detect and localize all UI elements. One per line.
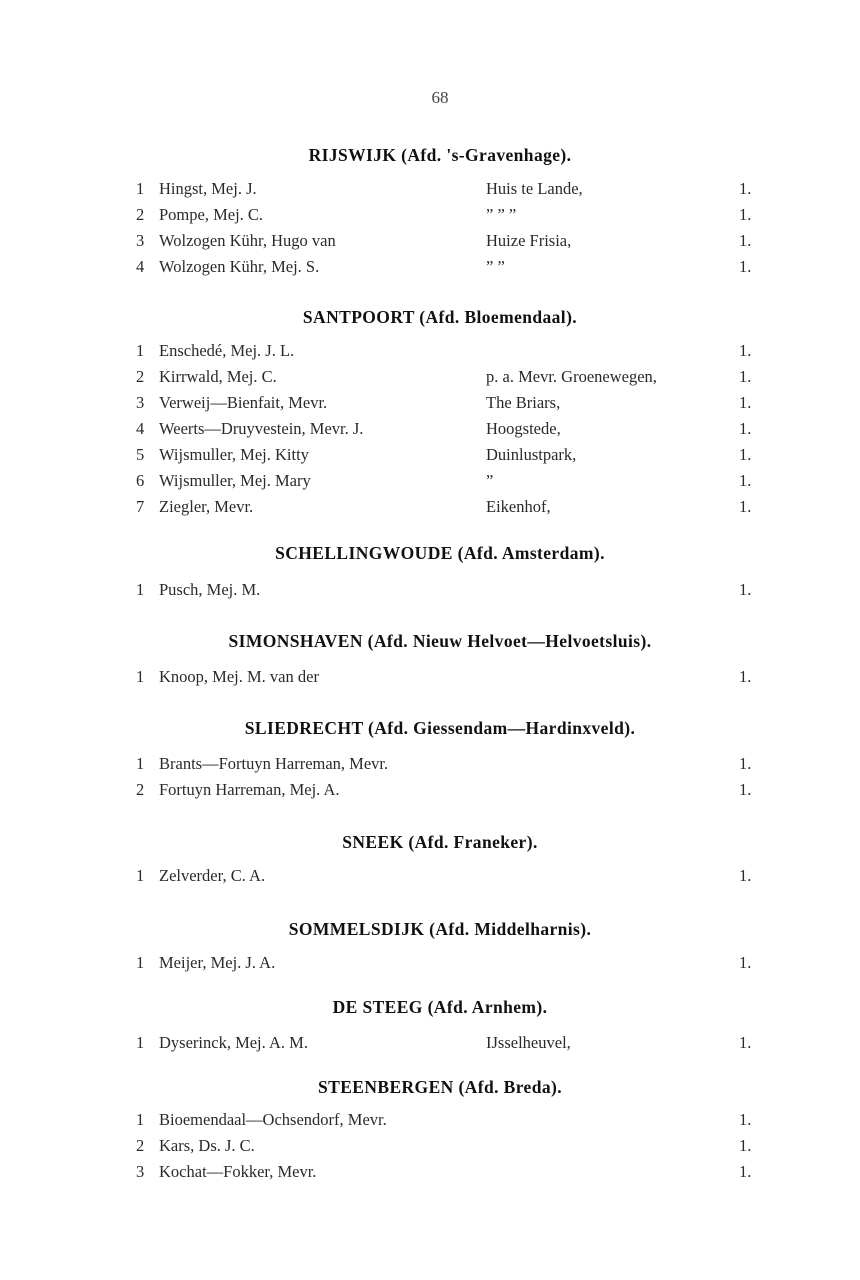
- entry-amount: 1.: [739, 393, 752, 412]
- entry-place: Hoogstede,: [486, 419, 561, 438]
- entry-name: Brants—Fortuyn Harreman, Mevr.: [159, 754, 389, 773]
- entry-number: 2: [136, 1136, 145, 1155]
- entry-number: 1: [136, 341, 145, 360]
- entry-number: 1: [136, 667, 145, 686]
- section-heading: SNEEK (Afd. Franeker).: [342, 832, 538, 852]
- entry-amount: 1.: [739, 866, 752, 885]
- entry-amount: 1.: [739, 179, 752, 198]
- list-row: [0, 367, 860, 391]
- entry-amount: 1.: [739, 580, 752, 599]
- entry-place: Eikenhof,: [486, 497, 551, 516]
- entry-amount: 1.: [739, 780, 752, 799]
- section-heading: STEENBERGEN (Afd. Breda).: [317, 1077, 563, 1097]
- entry-name: Kochat—Fokker, Mevr.: [159, 1162, 317, 1181]
- entry-amount: 1.: [739, 953, 752, 972]
- entry-name: Wijsmuller, Mej. Mary: [159, 471, 311, 490]
- entry-number: 4: [136, 419, 145, 438]
- entry-name: Zelverder, C. A.: [159, 866, 266, 885]
- list-row: [0, 866, 860, 890]
- entry-number: 1: [136, 754, 145, 773]
- entry-amount: 1.: [739, 367, 752, 386]
- entry-amount: 1.: [739, 257, 752, 276]
- entry-number: 1: [136, 179, 145, 198]
- entry-number: 3: [136, 393, 145, 412]
- entry-number: 1: [136, 580, 145, 599]
- section-heading: SIMONSHAVEN (Afd. Nieuw Helvoet—Helvoetsluis).: [228, 631, 652, 651]
- entry-name: Kars, Ds. J. C.: [159, 1136, 255, 1155]
- list-row: [0, 393, 860, 417]
- page-number: 68: [431, 88, 449, 107]
- entry-name: Kirrwald, Mej. C.: [159, 367, 277, 386]
- section-heading: RIJSWIJK (Afd. 's-Gravenhage).: [308, 145, 572, 165]
- list-row: [0, 754, 860, 778]
- entry-amount: 1.: [739, 1110, 752, 1129]
- entry-number: 1: [136, 953, 145, 972]
- entry-amount: 1.: [739, 1162, 752, 1181]
- entry-amount: 1.: [739, 341, 752, 360]
- entry-number: 3: [136, 231, 145, 250]
- section-heading: SOMMELSDIJK (Afd. Middelharnis).: [288, 919, 592, 939]
- list-row: [0, 497, 860, 521]
- entry-place: Huis te Lande,: [486, 179, 583, 198]
- entry-number: 2: [136, 205, 145, 224]
- entry-place: p. a. Mevr. Groenewegen,: [486, 367, 657, 386]
- entry-number: 5: [136, 445, 145, 464]
- entry-name: Enschedé, Mej. J. L.: [159, 341, 295, 360]
- entry-amount: 1.: [739, 419, 752, 438]
- list-row: [0, 445, 860, 469]
- entry-place: Duinlustpark,: [486, 445, 577, 464]
- list-row: [0, 1033, 860, 1057]
- entry-name: Weerts—Druyvestein, Mevr. J.: [159, 419, 364, 438]
- section-heading: SLIEDRECHT (Afd. Giessendam—Hardinxveld).: [244, 718, 636, 738]
- list-row: [0, 580, 860, 604]
- entry-amount: 1.: [739, 471, 752, 490]
- entry-number: 4: [136, 257, 145, 276]
- entry-name: Hingst, Mej. J.: [159, 179, 257, 198]
- entry-name: Pusch, Mej. M.: [159, 580, 261, 599]
- entry-name: Fortuyn Harreman, Mej. A.: [159, 780, 340, 799]
- entry-number: 2: [136, 780, 145, 799]
- list-row: [0, 179, 860, 203]
- entry-amount: 1.: [739, 667, 752, 686]
- entry-amount: 1.: [739, 497, 752, 516]
- section-heading: DE STEEG (Afd. Arnhem).: [332, 997, 548, 1017]
- entry-name: Pompe, Mej. C.: [159, 205, 264, 224]
- list-row: [0, 667, 860, 691]
- list-row: [0, 1162, 860, 1186]
- entry-number: 6: [136, 471, 145, 490]
- list-row: [0, 419, 860, 443]
- entry-amount: 1.: [739, 1136, 752, 1155]
- entry-amount: 1.: [739, 754, 752, 773]
- entry-place: Huize Frisia,: [486, 231, 572, 250]
- entry-amount: 1.: [739, 205, 752, 224]
- list-row: [0, 257, 860, 281]
- list-row: [0, 471, 860, 495]
- section-heading: SANTPOORT (Afd. Bloemendaal).: [302, 307, 578, 327]
- entry-name: Wijsmuller, Mej. Kitty: [159, 445, 309, 464]
- entry-number: 2: [136, 367, 145, 386]
- list-row: [0, 341, 860, 365]
- entry-number: 1: [136, 866, 145, 885]
- entry-place: ” ”: [486, 257, 505, 276]
- entry-number: 3: [136, 1162, 145, 1181]
- list-row: [0, 205, 860, 229]
- entry-name: Meijer, Mej. J. A.: [159, 953, 276, 972]
- entry-amount: 1.: [739, 445, 752, 464]
- section-heading: SCHELLINGWOUDE (Afd. Amsterdam).: [275, 543, 605, 563]
- entry-number: 7: [136, 497, 145, 516]
- list-row: [0, 1136, 860, 1160]
- entry-name: Bioemendaal—Ochsendorf, Mevr.: [159, 1110, 387, 1129]
- entry-name: Wolzogen Kühr, Hugo van: [159, 231, 336, 250]
- list-row: [0, 1110, 860, 1134]
- entry-number: 1: [136, 1110, 145, 1129]
- entry-number: 1: [136, 1033, 145, 1052]
- entry-place: ” ” ”: [486, 205, 517, 224]
- entry-place: IJsselheuvel,: [486, 1033, 571, 1052]
- entry-name: Verweij—Bienfait, Mevr.: [159, 393, 328, 412]
- entry-name: Ziegler, Mevr.: [159, 497, 254, 516]
- entry-amount: 1.: [739, 1033, 752, 1052]
- entry-name: Dyserinck, Mej. A. M.: [159, 1033, 308, 1052]
- entry-name: Knoop, Mej. M. van der: [159, 667, 319, 686]
- list-row: [0, 953, 860, 977]
- entry-place: The Briars,: [486, 393, 561, 412]
- entry-name: Wolzogen Kühr, Mej. S.: [159, 257, 320, 276]
- list-row: [0, 231, 860, 255]
- entry-place: ”: [486, 471, 494, 490]
- list-row: [0, 780, 860, 804]
- entry-amount: 1.: [739, 231, 752, 250]
